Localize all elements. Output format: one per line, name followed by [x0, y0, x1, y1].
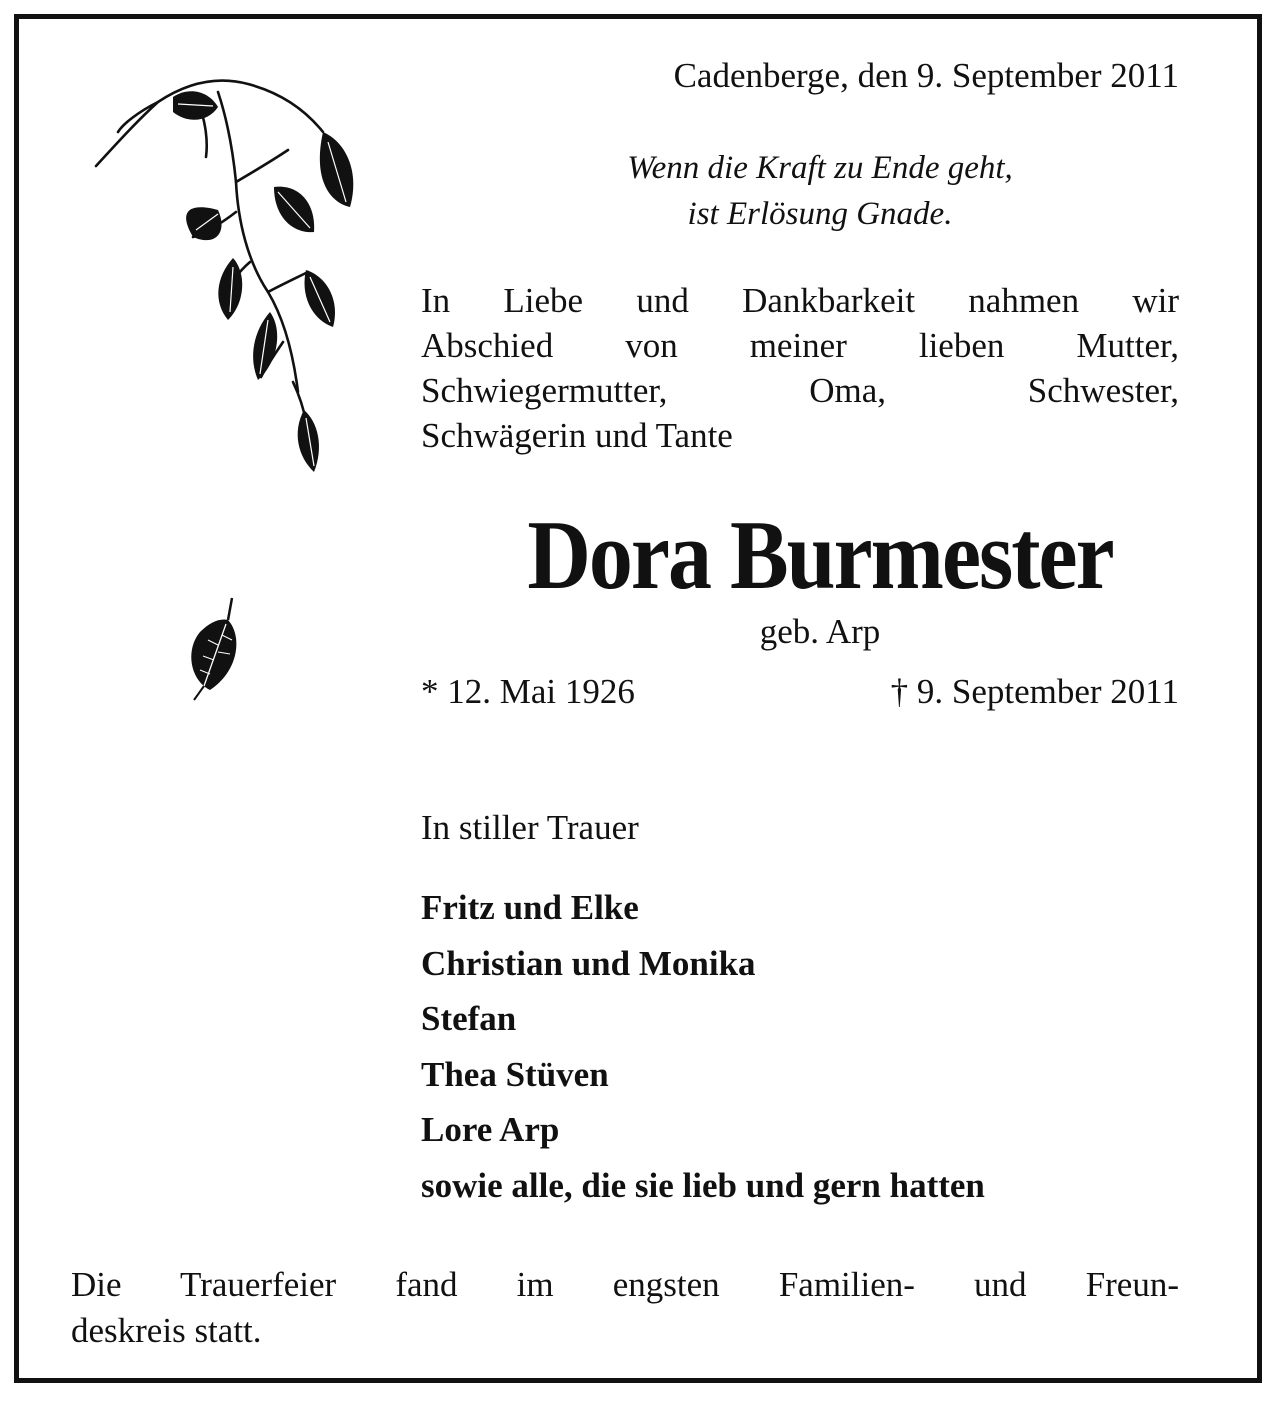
intro-text [421, 278, 1179, 458]
closing-notice [71, 1262, 1179, 1354]
closing-line: Die Trauerfeier fand im engsten Familien- und Freun- [71, 1265, 1179, 1304]
intro-line: Schwiegermutter, Oma, Schwester, [421, 371, 1179, 410]
birch-branch-icon [78, 62, 388, 502]
mourner: Thea Stüven [421, 1054, 609, 1094]
mourner: Fritz und Elke [421, 888, 639, 927]
mourner: sowie alle, die sie lieb und gern hatten [421, 1165, 985, 1205]
death-date: † 9. September 2011 [890, 672, 1179, 711]
birth-date: * 12. Mai 1926 [421, 672, 635, 711]
intro-line: In Liebe und Dankbarkeit nahmen wir [421, 281, 1179, 320]
mourners-list [421, 880, 1201, 1214]
motto [421, 145, 1219, 237]
place-and-date: Cadenberge, den 9. September 2011 [673, 56, 1179, 95]
maiden-name: geb. Arp [759, 612, 881, 651]
mourner: Stefan [421, 999, 517, 1039]
mourner: Christian und Monika [421, 943, 756, 983]
intro-line: Abschied von meiner lieben Mutter, [421, 326, 1179, 365]
deceased-name: Dora Burmester [527, 501, 1113, 611]
mourner: Lore Arp [421, 1110, 560, 1150]
falling-leaf-icon [170, 590, 250, 710]
intro-line: Schwägerin und Tante [421, 416, 733, 455]
closing-line: deskreis statt. [71, 1311, 262, 1350]
motto-line: ist Erlösung Gnade. [687, 196, 953, 232]
motto-line: Wenn die Kraft zu Ende geht, [627, 150, 1013, 186]
mourning-line: In stiller Trauer [421, 808, 639, 847]
